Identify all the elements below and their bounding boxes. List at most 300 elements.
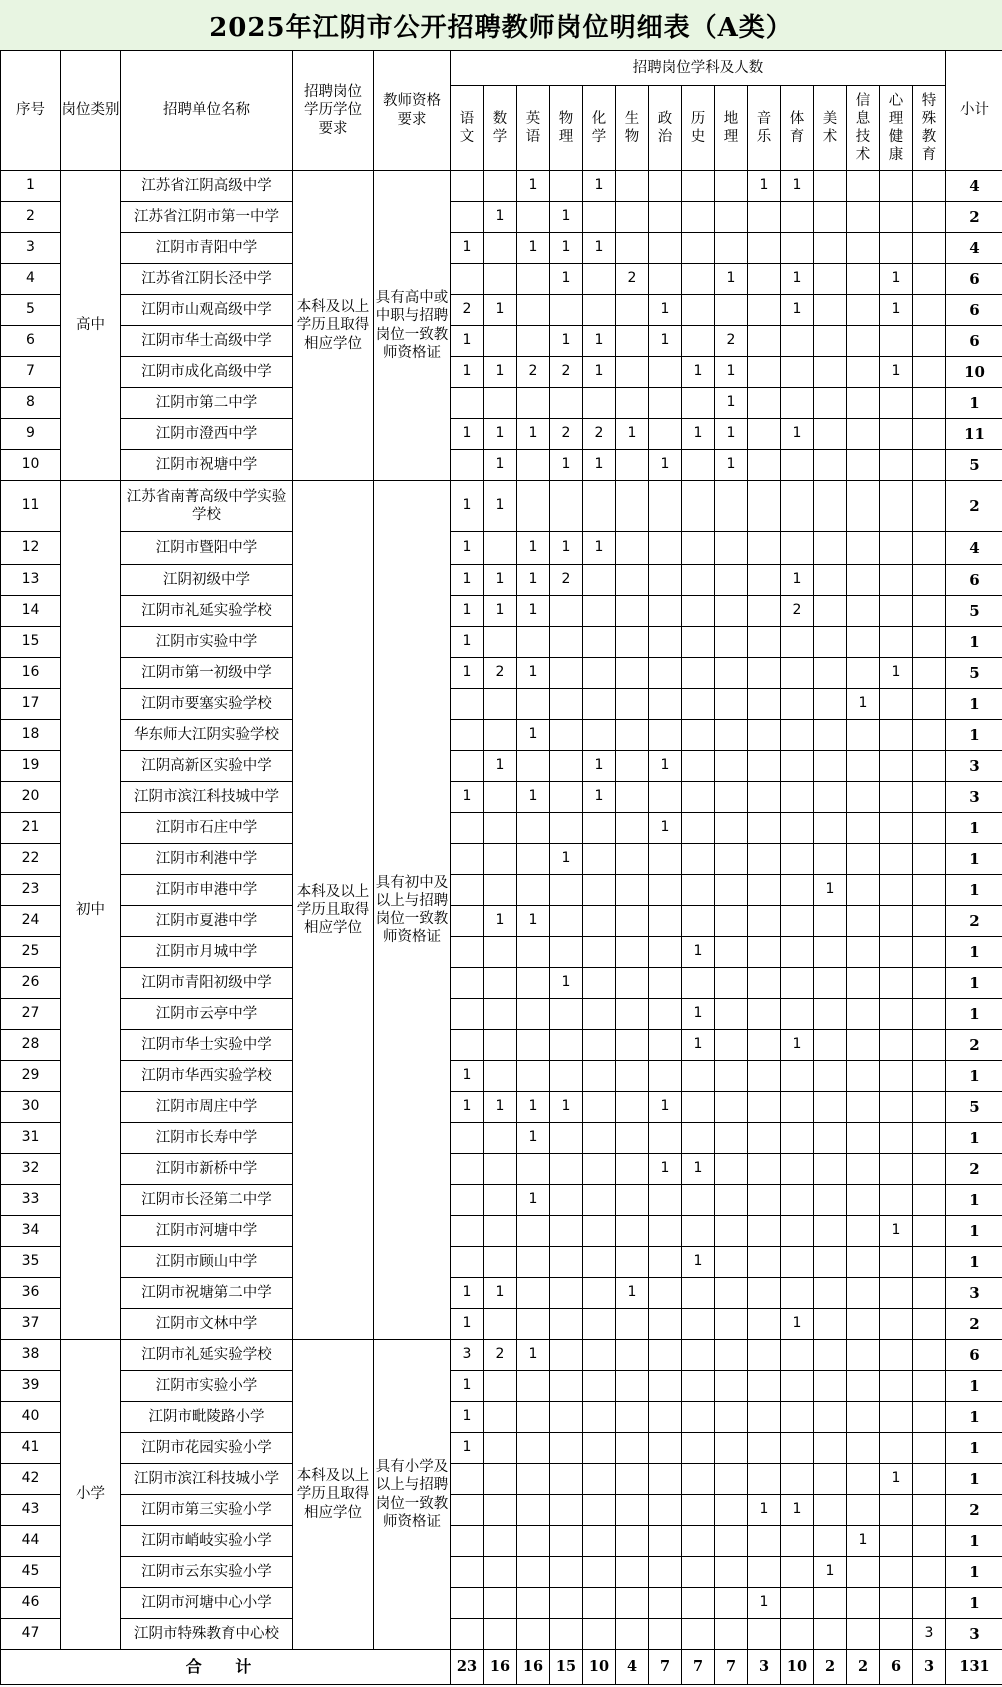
row-education-requirement: 本科及以上学历且取得相应学位	[293, 171, 374, 481]
subject-count-cell	[814, 1433, 847, 1464]
subject-count-cell: 1	[484, 450, 517, 481]
subject-count-cell	[880, 1433, 913, 1464]
row-seq: 35	[1, 1247, 61, 1278]
subject-count-cell	[517, 450, 550, 481]
subject-count-cell: 1	[517, 596, 550, 627]
subject-count-cell	[550, 1123, 583, 1154]
subject-count-cell	[748, 875, 781, 906]
subject-count-cell	[649, 202, 682, 233]
subject-count-cell	[682, 1433, 715, 1464]
subject-count-cell	[748, 937, 781, 968]
subject-count-cell	[583, 1340, 616, 1371]
subject-count-cell: 1	[781, 565, 814, 596]
subject-count-cell: 1	[583, 532, 616, 565]
subject-count-cell	[484, 1247, 517, 1278]
subject-count-cell	[649, 596, 682, 627]
subject-count-cell	[682, 596, 715, 627]
row-subtotal: 1	[946, 844, 1002, 875]
subject-count-cell	[484, 1309, 517, 1340]
row-subtotal: 1	[946, 999, 1002, 1030]
subject-count-cell	[715, 1371, 748, 1402]
table-row	[1, 1588, 1002, 1619]
subject-count-cell	[748, 388, 781, 419]
subject-count-cell	[484, 1433, 517, 1464]
table-row	[1, 388, 1002, 419]
subject-count-cell	[517, 1619, 550, 1650]
recruitment-table	[0, 50, 1002, 1685]
subject-count-cell	[847, 357, 880, 388]
table-row	[1, 782, 1002, 813]
table-row	[1, 813, 1002, 844]
subject-count-cell	[616, 1154, 649, 1185]
subject-count-cell	[814, 1526, 847, 1557]
subject-count-cell	[847, 264, 880, 295]
subject-count-cell	[550, 1464, 583, 1495]
subject-count-cell: 1	[781, 171, 814, 202]
subject-count-cell	[913, 813, 946, 844]
subject-count-cell	[451, 1154, 484, 1185]
subject-count-cell	[649, 1030, 682, 1061]
subject-count-cell	[715, 202, 748, 233]
subject-count-cell	[649, 532, 682, 565]
subject-count-cell	[451, 1030, 484, 1061]
subject-count-cell	[847, 450, 880, 481]
subject-count-cell	[913, 658, 946, 689]
subject-count-cell: 1	[517, 233, 550, 264]
header-category: 岗位类别	[61, 51, 121, 171]
subject-count-cell	[880, 1402, 913, 1433]
subject-count-cell	[715, 937, 748, 968]
header-subject: 数学	[484, 86, 517, 171]
subject-count-cell	[682, 1464, 715, 1495]
subject-count-cell	[847, 1123, 880, 1154]
row-unit-name: 华东师大江阴实验学校	[121, 720, 293, 751]
subject-count-cell	[484, 689, 517, 720]
subject-count-cell	[913, 202, 946, 233]
subject-count-cell: 1	[715, 264, 748, 295]
row-seq: 44	[1, 1526, 61, 1557]
subject-count-cell	[847, 1433, 880, 1464]
header-subject: 特殊教育	[913, 86, 946, 171]
subject-count-cell	[682, 1123, 715, 1154]
subject-count-cell: 1	[451, 1092, 484, 1123]
subject-count-cell	[517, 813, 550, 844]
subject-count-cell	[748, 689, 781, 720]
subject-count-cell	[913, 326, 946, 357]
subject-count-cell	[517, 295, 550, 326]
subject-count-cell	[583, 1371, 616, 1402]
subject-count-cell	[715, 627, 748, 658]
subject-count-cell	[484, 1557, 517, 1588]
row-seq: 19	[1, 751, 61, 782]
row-subtotal: 1	[946, 1557, 1002, 1588]
subject-count-cell	[484, 1154, 517, 1185]
subject-count-cell	[748, 1278, 781, 1309]
row-seq: 47	[1, 1619, 61, 1650]
subject-count-cell: 1	[484, 1092, 517, 1123]
subject-count-cell	[682, 1185, 715, 1216]
row-subtotal: 1	[946, 627, 1002, 658]
subject-count-cell	[517, 1495, 550, 1526]
subject-count-cell	[880, 1092, 913, 1123]
row-subtotal: 5	[946, 596, 1002, 627]
subject-count-cell	[583, 937, 616, 968]
subject-count-cell: 1	[550, 1092, 583, 1123]
row-unit-name: 江阴市河塘中学	[121, 1216, 293, 1247]
row-subtotal: 1	[946, 875, 1002, 906]
subject-count-cell	[451, 1216, 484, 1247]
table-body	[1, 171, 1002, 1685]
subject-count-cell	[550, 1433, 583, 1464]
subject-count-cell	[748, 813, 781, 844]
subject-count-cell	[847, 596, 880, 627]
subject-count-cell	[880, 1309, 913, 1340]
subject-count-cell	[517, 481, 550, 532]
row-unit-name: 江苏省南菁高级中学实验学校	[121, 481, 293, 532]
header-subject: 音乐	[748, 86, 781, 171]
subject-count-cell	[814, 751, 847, 782]
subject-count-cell	[583, 968, 616, 999]
subject-count-cell	[814, 450, 847, 481]
subject-count-cell	[715, 1061, 748, 1092]
subject-count-cell	[484, 782, 517, 813]
subject-count-cell	[550, 1061, 583, 1092]
subject-count-cell	[616, 782, 649, 813]
subject-count-cell: 1	[451, 1402, 484, 1433]
table-row	[1, 1526, 1002, 1557]
subject-count-cell	[550, 1526, 583, 1557]
subject-count-cell: 2	[484, 658, 517, 689]
subject-count-cell	[484, 532, 517, 565]
subject-count-cell: 1	[715, 419, 748, 450]
total-subject-count: 2	[847, 1650, 880, 1685]
subject-count-cell	[616, 1464, 649, 1495]
subject-count-cell	[550, 1185, 583, 1216]
subject-count-cell	[814, 689, 847, 720]
subject-count-cell	[550, 658, 583, 689]
subject-count-cell	[781, 202, 814, 233]
subject-count-cell	[715, 813, 748, 844]
subject-count-cell	[682, 1495, 715, 1526]
table-row	[1, 450, 1002, 481]
subject-count-cell	[781, 1588, 814, 1619]
subject-count-cell	[682, 906, 715, 937]
subject-count-cell: 1	[715, 388, 748, 419]
subject-count-cell	[913, 1216, 946, 1247]
row-seq: 33	[1, 1185, 61, 1216]
total-subject-count: 3	[913, 1650, 946, 1685]
subject-count-cell	[880, 233, 913, 264]
subject-count-cell	[550, 751, 583, 782]
subject-count-cell: 1	[748, 171, 781, 202]
subject-count-cell	[616, 999, 649, 1030]
subject-count-cell	[880, 751, 913, 782]
subject-count-cell	[748, 720, 781, 751]
subject-count-cell	[550, 295, 583, 326]
subject-count-cell	[715, 720, 748, 751]
subject-count-cell: 1	[682, 937, 715, 968]
subject-count-cell: 1	[682, 419, 715, 450]
subject-count-cell	[880, 1185, 913, 1216]
subject-count-cell	[748, 481, 781, 532]
subject-count-cell	[649, 481, 682, 532]
subject-count-cell	[847, 999, 880, 1030]
subject-count-cell: 1	[748, 1588, 781, 1619]
subject-count-cell	[880, 813, 913, 844]
subject-count-cell: 1	[682, 999, 715, 1030]
subject-count-cell: 1	[451, 326, 484, 357]
subject-count-cell	[583, 1123, 616, 1154]
subject-count-cell	[913, 295, 946, 326]
subject-count-cell	[913, 596, 946, 627]
subject-count-cell	[814, 264, 847, 295]
total-label: 合 计	[1, 1650, 451, 1685]
row-seq: 42	[1, 1464, 61, 1495]
subject-count-cell	[913, 1526, 946, 1557]
subject-count-cell: 1	[550, 532, 583, 565]
row-unit-name: 江阴市长寿中学	[121, 1123, 293, 1154]
row-seq: 36	[1, 1278, 61, 1309]
subject-count-cell	[880, 1061, 913, 1092]
row-seq: 7	[1, 357, 61, 388]
subject-count-cell	[616, 937, 649, 968]
subject-count-cell	[451, 264, 484, 295]
subject-count-cell	[880, 1247, 913, 1278]
subject-count-cell	[616, 751, 649, 782]
subject-count-cell	[682, 1278, 715, 1309]
row-seq: 22	[1, 844, 61, 875]
subject-count-cell	[913, 388, 946, 419]
subject-count-cell	[748, 1154, 781, 1185]
subject-count-cell	[682, 1371, 715, 1402]
subject-count-cell	[748, 233, 781, 264]
row-category: 初中	[61, 481, 121, 1340]
subject-count-cell	[847, 627, 880, 658]
row-seq: 34	[1, 1216, 61, 1247]
subject-count-cell	[814, 1588, 847, 1619]
subject-count-cell	[583, 1588, 616, 1619]
subject-count-cell	[880, 171, 913, 202]
subject-count-cell: 1	[517, 532, 550, 565]
row-unit-name: 江阴市花园实验小学	[121, 1433, 293, 1464]
subject-count-cell	[616, 968, 649, 999]
subject-count-cell	[484, 1185, 517, 1216]
subject-count-cell	[847, 1371, 880, 1402]
subject-count-cell	[583, 844, 616, 875]
subject-count-cell	[649, 1123, 682, 1154]
row-subtotal: 1	[946, 1464, 1002, 1495]
subject-count-cell	[616, 844, 649, 875]
subject-count-cell	[847, 1495, 880, 1526]
subject-count-cell	[616, 1433, 649, 1464]
subject-count-cell	[517, 264, 550, 295]
subject-count-cell: 1	[880, 1216, 913, 1247]
table-row	[1, 751, 1002, 782]
row-subtotal: 3	[946, 751, 1002, 782]
subject-count-cell	[484, 720, 517, 751]
subject-count-cell	[814, 1061, 847, 1092]
subject-count-cell: 1	[583, 326, 616, 357]
subject-count-cell	[484, 1123, 517, 1154]
subject-count-cell	[451, 1526, 484, 1557]
total-subject-count: 2	[814, 1650, 847, 1685]
subject-count-cell	[748, 357, 781, 388]
subject-count-cell	[550, 1216, 583, 1247]
subject-count-cell	[451, 1123, 484, 1154]
row-seq: 2	[1, 202, 61, 233]
subject-count-cell	[814, 658, 847, 689]
table-row	[1, 1433, 1002, 1464]
subject-count-cell	[484, 1061, 517, 1092]
total-subject-count: 16	[484, 1650, 517, 1685]
table-row	[1, 999, 1002, 1030]
subject-count-cell	[748, 751, 781, 782]
subject-count-cell: 2	[550, 419, 583, 450]
subject-count-cell	[715, 658, 748, 689]
row-seq: 11	[1, 481, 61, 532]
subject-count-cell	[847, 1061, 880, 1092]
subject-count-cell	[583, 689, 616, 720]
subject-count-cell	[748, 844, 781, 875]
subject-count-cell	[616, 1619, 649, 1650]
total-subject-count: 7	[649, 1650, 682, 1685]
subject-count-cell	[847, 875, 880, 906]
subject-count-cell	[616, 1247, 649, 1278]
subject-count-cell	[847, 202, 880, 233]
subject-count-cell: 1	[451, 627, 484, 658]
subject-count-cell: 1	[484, 1278, 517, 1309]
total-subject-count: 23	[451, 1650, 484, 1685]
subject-count-cell	[517, 627, 550, 658]
row-seq: 25	[1, 937, 61, 968]
subject-count-cell	[748, 1526, 781, 1557]
subject-count-cell	[616, 1123, 649, 1154]
subject-count-cell	[781, 1402, 814, 1433]
subject-count-cell	[847, 1402, 880, 1433]
header-subject: 化学	[583, 86, 616, 171]
row-unit-name: 江阴市澄西中学	[121, 419, 293, 450]
subject-count-cell	[715, 968, 748, 999]
subject-count-cell: 1	[484, 751, 517, 782]
subject-count-cell	[748, 1030, 781, 1061]
subject-count-cell	[616, 813, 649, 844]
subject-count-cell	[847, 388, 880, 419]
subject-count-cell	[715, 1557, 748, 1588]
subject-count-cell	[913, 751, 946, 782]
subject-count-cell	[451, 813, 484, 844]
subject-count-cell	[616, 233, 649, 264]
subject-count-cell: 1	[550, 233, 583, 264]
row-seq: 12	[1, 532, 61, 565]
subject-count-cell: 1	[781, 1495, 814, 1526]
subject-count-cell	[781, 481, 814, 532]
subject-count-cell: 1	[583, 171, 616, 202]
subject-count-cell	[748, 782, 781, 813]
row-subtotal: 3	[946, 1278, 1002, 1309]
header-unit: 招聘单位名称	[121, 51, 293, 171]
subject-count-cell: 1	[715, 450, 748, 481]
row-subtotal: 1	[946, 1216, 1002, 1247]
subject-count-cell	[550, 875, 583, 906]
subject-count-cell	[484, 937, 517, 968]
subject-count-cell	[913, 720, 946, 751]
row-subtotal: 1	[946, 1402, 1002, 1433]
subject-count-cell	[814, 813, 847, 844]
subject-count-cell: 2	[517, 357, 550, 388]
header-seq: 序号	[1, 51, 61, 171]
header-subject: 历史	[682, 86, 715, 171]
subject-count-cell	[748, 1309, 781, 1340]
subject-count-cell	[583, 1092, 616, 1123]
table-row	[1, 357, 1002, 388]
subject-count-cell: 1	[814, 875, 847, 906]
subject-count-cell	[913, 689, 946, 720]
row-unit-name: 江苏省江阴长泾中学	[121, 264, 293, 295]
row-subtotal: 4	[946, 171, 1002, 202]
row-seq: 8	[1, 388, 61, 419]
subject-count-cell	[682, 1619, 715, 1650]
subject-count-cell	[616, 1061, 649, 1092]
row-seq: 6	[1, 326, 61, 357]
subject-count-cell	[682, 171, 715, 202]
subject-count-cell	[748, 532, 781, 565]
subject-count-cell	[451, 906, 484, 937]
subject-count-cell	[913, 233, 946, 264]
subject-count-cell	[682, 720, 715, 751]
subject-count-cell	[517, 1402, 550, 1433]
subject-count-cell	[583, 999, 616, 1030]
subject-count-cell: 1	[550, 450, 583, 481]
subject-count-cell	[715, 1216, 748, 1247]
row-unit-name: 江阴市华士实验中学	[121, 1030, 293, 1061]
table-row	[1, 481, 1002, 532]
row-subtotal: 1	[946, 720, 1002, 751]
subject-count-cell	[517, 689, 550, 720]
subject-count-cell	[880, 844, 913, 875]
subject-count-cell	[484, 813, 517, 844]
subject-count-cell	[682, 1216, 715, 1247]
subject-count-cell	[880, 875, 913, 906]
subject-count-cell: 1	[517, 1123, 550, 1154]
subject-count-cell	[781, 1123, 814, 1154]
subject-count-cell	[550, 1030, 583, 1061]
subject-count-cell	[781, 1185, 814, 1216]
row-seq: 27	[1, 999, 61, 1030]
subject-count-cell	[814, 357, 847, 388]
subject-count-cell	[451, 751, 484, 782]
row-subtotal: 11	[946, 419, 1002, 450]
row-unit-name: 江阴市暨阳中学	[121, 532, 293, 565]
subject-count-cell: 1	[484, 565, 517, 596]
subject-count-cell	[814, 937, 847, 968]
row-subtotal: 1	[946, 1588, 1002, 1619]
subject-count-cell	[517, 326, 550, 357]
subject-count-cell: 1	[682, 1247, 715, 1278]
subject-count-cell	[814, 1309, 847, 1340]
subject-count-cell: 1	[550, 968, 583, 999]
table-row	[1, 171, 1002, 202]
row-category: 高中	[61, 171, 121, 481]
subject-count-cell: 1	[550, 844, 583, 875]
subject-count-cell	[781, 1526, 814, 1557]
subject-count-cell	[880, 565, 913, 596]
subject-count-cell: 1	[517, 720, 550, 751]
subject-count-cell: 1	[451, 1309, 484, 1340]
subject-count-cell	[583, 202, 616, 233]
subject-count-cell	[550, 1154, 583, 1185]
table-row	[1, 720, 1002, 751]
subject-count-cell: 1	[451, 565, 484, 596]
